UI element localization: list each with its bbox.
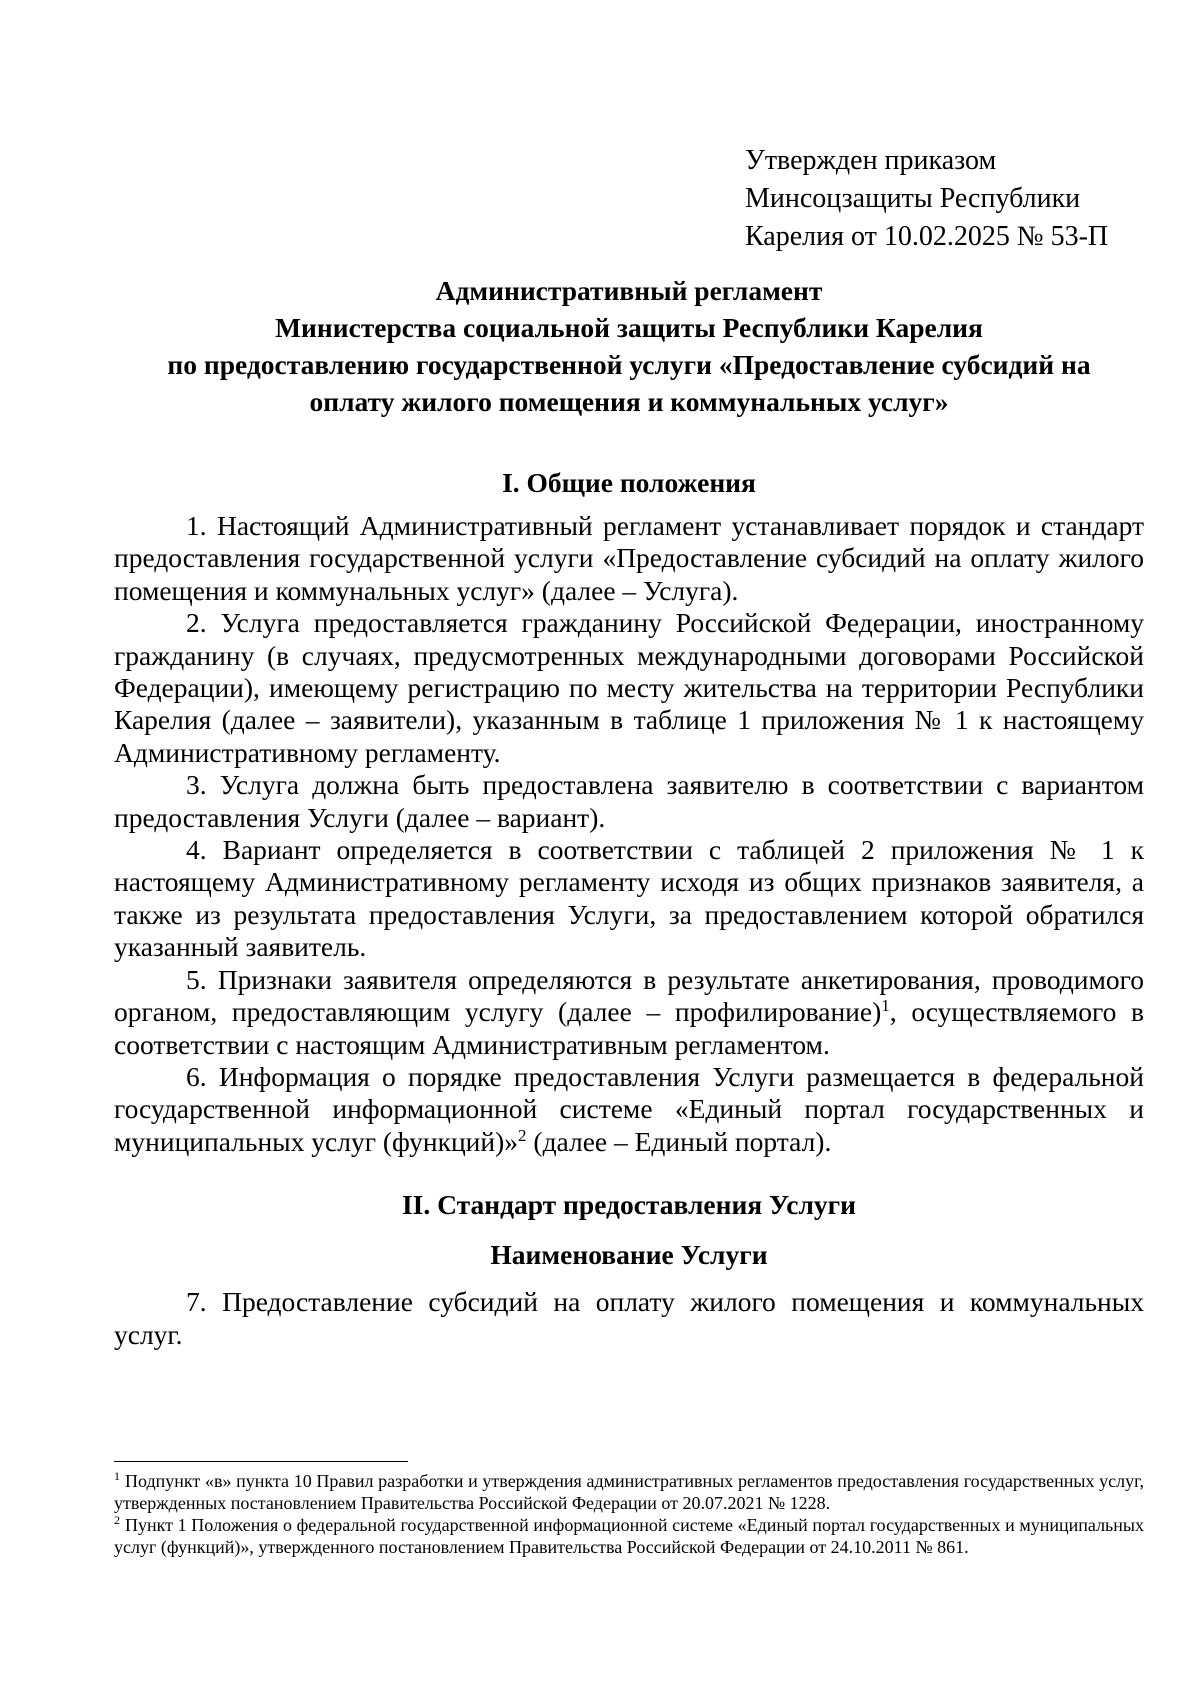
paragraph-6 (114, 1061, 1144, 1158)
footnote-text: Пункт 1 Положения о федеральной государственной информационной системе «Единый портал государственных и муниципальных услуг (функций)», утвержденного постановлением Правительства Российской Федерации от 24.10.2011 № 861. (114, 1515, 1144, 1557)
footnote-number: 1 (114, 1469, 120, 1484)
paragraph-text: Вариант определяется в соответствии с таблицей 2 приложения № 1 к настоящему Административному регламенту исходя из общих признаков заявителя, а также из результата предоставления Услуги, за предоставлением которой обратился указанный заявитель. (114, 834, 1144, 963)
approval-line: Карелия от 10.02.2025 № 53-П (745, 221, 1109, 252)
paragraph-text: Признаки заявителя определяются в результате анкетирования, проводимого органом, предоставляющим услугу (далее – профилирование) (114, 963, 1144, 1028)
paragraph-text: Информация о порядке предоставления Услуги размещается в федеральной государственной информационной системе «Единый портал государственных и муниципальных услуг (функций)» (114, 1060, 1144, 1157)
approval-line: Минсоцзащиты Республики (745, 183, 1081, 214)
paragraph-2 (114, 607, 1144, 769)
paragraph-text: (далее – Единый портал). (526, 1125, 832, 1157)
paragraph-text: Настоящий Административный регламент устанавливает порядок и стандарт предоставления государственной услуги «Предоставление субсидий на оплату жилого помещения и коммунальных услуг» (далее – Услуга). (114, 510, 1144, 606)
footnote-2 (114, 1514, 1144, 1558)
paragraph-number: 7. (186, 1286, 207, 1318)
paragraph-number: 2. (186, 607, 207, 639)
footnote-separator (114, 1461, 408, 1462)
document-title (114, 272, 1144, 420)
title-line: по предоставлению государственной услуги «Предоставление субсидий на (167, 349, 1091, 380)
paragraph-4 (114, 834, 1144, 964)
paragraph-text: Предоставление субсидий на оплату жилого помещения и коммунальных услуг. (114, 1286, 1144, 1350)
paragraph-number: 5. (186, 963, 207, 995)
footnote-ref-2[interactable]: 2 (518, 1125, 527, 1145)
paragraph-text: Услуга предоставляется гражданину Российской Федерации, иностранному гражданину (в случаях, предусмотренных международными договорами Российской Федерации), имеющему регистрацию по месту жительства на территории Республики Карелия (далее – заявители), указанным в таблице 1 приложения № 1 к настоящему Административному регламенту. (114, 607, 1144, 768)
title-line: оплату жилого помещения и коммунальных услуг» (309, 386, 949, 417)
paragraph-7 (114, 1286, 1144, 1351)
subsection-heading-service-name: Наименование Услуги (490, 1239, 768, 1271)
paragraph-3 (114, 769, 1144, 834)
paragraph-number: 3. (186, 769, 207, 801)
document-body (114, 272, 1144, 1351)
footnote-1 (114, 1470, 1144, 1514)
paragraph-text: Услуга должна быть предоставлена заявителю в соответствии с вариантом предоставления Услуги (далее – вариант). (114, 769, 1144, 833)
paragraph-number: 6. (186, 1060, 207, 1092)
section-heading-standard: II. Стандарт предоставления Услуги (401, 1189, 856, 1221)
footnote-text: Подпункт «в» пункта 10 Правил разработки и утверждения административных регламентов предоставления государственных услуг, утвержденных постановлением Правительства Российской Федерации от 20.07.2021 № 1228. (114, 1471, 1144, 1513)
paragraph-1 (114, 510, 1144, 607)
footnote-number: 2 (114, 1513, 120, 1528)
title-line: Министерства социальной защиты Республики Карелия (275, 312, 983, 343)
section-heading-general: I. Общие положения (502, 467, 756, 498)
title-line: Административный регламент (435, 275, 823, 306)
approval-stamp (745, 142, 1108, 256)
approval-line: Утвержден приказом (745, 145, 997, 176)
paragraph-text: , осуществляемого в соответствии с настоящим Административным регламентом. (114, 996, 1144, 1060)
paragraph-number: 4. (186, 834, 207, 866)
paragraph-5 (114, 964, 1144, 1061)
footnote-ref-1[interactable]: 1 (881, 995, 890, 1015)
footnotes (114, 1470, 1144, 1558)
paragraph-number: 1. (186, 510, 207, 541)
